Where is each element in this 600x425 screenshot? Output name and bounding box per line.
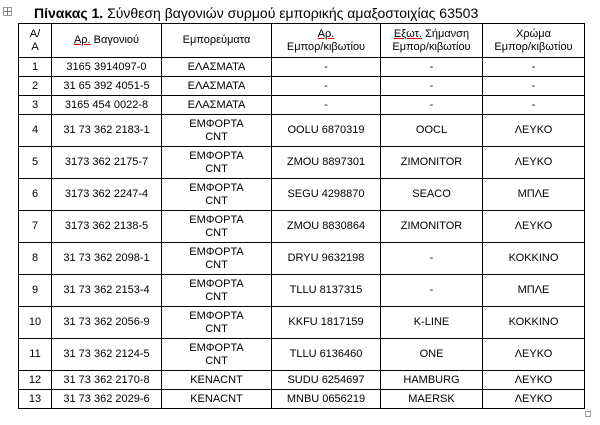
cell-container-number: TLLU 6136460: [272, 339, 381, 371]
cell-external-marking: -: [381, 77, 483, 96]
cell-goods: [162, 307, 272, 339]
cell-container-color: -: [483, 58, 585, 77]
header-container-number: Αρ. Εμπορ/κιβωτίου: [272, 24, 381, 58]
cell-goods: [162, 371, 272, 390]
cell-index: 7: [19, 211, 52, 243]
cell-wagon-number: 31 73 362 2124-5: [52, 339, 162, 371]
table-row: [19, 115, 585, 147]
table-row: [19, 307, 585, 339]
cell-wagon-number: 31 65 392 4051-5: [52, 77, 162, 96]
cell-external-marking: -: [381, 275, 483, 307]
goods-line: CNT: [205, 258, 228, 271]
goods-line: KENACNT: [190, 373, 243, 386]
table-row: [19, 77, 585, 96]
cell-external-marking: MAERSK: [381, 390, 483, 409]
cell-external-marking: SEACO: [381, 179, 483, 211]
cell-external-marking: ZIMONITOR: [381, 211, 483, 243]
cell-container-number: TLLU 8137315: [272, 275, 381, 307]
cell-wagon-number: 3165 454 0022-8: [52, 96, 162, 115]
goods-line: CNT: [205, 290, 228, 303]
caption-text: Σύνθεση βαγονιών συρμού εμπορικής αμαξοστοιχίας 63503: [107, 5, 479, 21]
cell-index: 13: [19, 390, 52, 409]
table-row: [19, 211, 585, 243]
header-index: Α/ Α: [19, 24, 52, 58]
cell-container-color: ΛΕΥΚΟ: [483, 147, 585, 179]
table-caption: [34, 4, 478, 22]
table-row: [19, 275, 585, 307]
table-row: [19, 58, 585, 77]
header-row: [19, 24, 585, 58]
cell-index: 3: [19, 96, 52, 115]
cell-goods: [162, 211, 272, 243]
goods-line: KENACNT: [190, 392, 243, 405]
goods-line: CNT: [205, 226, 228, 239]
cell-container-number: ZMOU 8830864: [272, 211, 381, 243]
cell-index: 6: [19, 179, 52, 211]
table-move-handle-icon[interactable]: [3, 7, 12, 16]
goods-line: CNT: [205, 322, 228, 335]
cell-goods: [162, 77, 272, 96]
goods-line: ΕΜΦΟΡΤΑ: [189, 213, 244, 226]
goods-line: ΕΛΑΣΜΑΤΑ: [187, 98, 246, 111]
cell-container-number: SEGU 4298870: [272, 179, 381, 211]
cell-container-color: ΛΕΥΚΟ: [483, 211, 585, 243]
cell-index: 9: [19, 275, 52, 307]
cell-external-marking: -: [381, 96, 483, 115]
cell-wagon-number: 31 73 362 2056-9: [52, 307, 162, 339]
cell-container-number: KKFU 1817159: [272, 307, 381, 339]
cell-wagon-number: 31 73 362 2183-1: [52, 115, 162, 147]
cell-container-number: OOLU 6870319: [272, 115, 381, 147]
cell-goods: [162, 243, 272, 275]
cell-container-number: ZMOU 8897301: [272, 147, 381, 179]
cell-container-color: ΛΕΥΚΟ: [483, 115, 585, 147]
header-container-color: Χρώμα Εμπορ/κιβωτίου: [483, 24, 585, 58]
cell-external-marking: K-LINE: [381, 307, 483, 339]
cell-index: 11: [19, 339, 52, 371]
cell-wagon-number: 3165 3914097-0: [52, 58, 162, 77]
cell-external-marking: ZIMONITOR: [381, 147, 483, 179]
goods-line: CNT: [205, 354, 228, 367]
cell-goods: [162, 179, 272, 211]
cell-container-number: DRYU 9632198: [272, 243, 381, 275]
goods-line: CNT: [205, 162, 228, 175]
cell-index: 12: [19, 371, 52, 390]
cell-index: 10: [19, 307, 52, 339]
header-wagon-number: Αρ. Βαγονιού: [52, 24, 162, 58]
goods-line: ΕΜΦΟΡΤΑ: [189, 181, 244, 194]
goods-line: CNT: [205, 194, 228, 207]
header-external-marking: Εξωτ. Σήμανση Εμπορ/κιβωτίου: [381, 24, 483, 58]
cell-container-color: -: [483, 77, 585, 96]
table-row: [19, 339, 585, 371]
cell-wagon-number: 3173 362 2247-4: [52, 179, 162, 211]
cell-goods: [162, 115, 272, 147]
cell-container-number: -: [272, 58, 381, 77]
goods-line: ΕΜΦΟΡΤΑ: [189, 277, 244, 290]
table-body: [19, 58, 585, 409]
table-row: [19, 96, 585, 115]
table-row: [19, 390, 585, 409]
cell-container-color: ΛΕΥΚΟ: [483, 371, 585, 390]
cell-container-number: -: [272, 77, 381, 96]
table-row: [19, 243, 585, 275]
cell-wagon-number: 31 73 362 2098-1: [52, 243, 162, 275]
cell-goods: [162, 147, 272, 179]
cell-external-marking: -: [381, 58, 483, 77]
cell-index: 2: [19, 77, 52, 96]
cell-goods: [162, 58, 272, 77]
cell-external-marking: ONE: [381, 339, 483, 371]
cell-container-color: ΛΕΥΚΟ: [483, 390, 585, 409]
table-resize-handle-icon[interactable]: [585, 411, 591, 417]
wagon-composition-table: [18, 23, 585, 409]
header-goods: Εμπορεύματα: [162, 24, 272, 58]
goods-line: ΕΜΦΟΡΤΑ: [189, 245, 244, 258]
cell-external-marking: -: [381, 243, 483, 275]
cell-goods: [162, 275, 272, 307]
cell-container-color: ΜΠΛΕ: [483, 179, 585, 211]
cell-goods: [162, 390, 272, 409]
goods-line: ΕΜΦΟΡΤΑ: [189, 309, 244, 322]
cell-wagon-number: 3173 362 2138-5: [52, 211, 162, 243]
cell-container-color: ΛΕΥΚΟ: [483, 339, 585, 371]
goods-line: ΕΜΦΟΡΤΑ: [189, 149, 244, 162]
cell-container-color: ΚΟΚΚΙΝΟ: [483, 243, 585, 275]
table-row: [19, 147, 585, 179]
table-row: [19, 179, 585, 211]
goods-line: ΕΜΦΟΡΤΑ: [189, 117, 244, 130]
cell-container-color: -: [483, 96, 585, 115]
cell-external-marking: OOCL: [381, 115, 483, 147]
cell-wagon-number: 31 73 362 2153-4: [52, 275, 162, 307]
cell-container-color: ΜΠΛΕ: [483, 275, 585, 307]
cell-index: 8: [19, 243, 52, 275]
cell-container-number: SUDU 6254697: [272, 371, 381, 390]
cell-wagon-number: 31 73 362 2029-6: [52, 390, 162, 409]
cell-container-number: MNBU 0656219: [272, 390, 381, 409]
cell-container-color: ΚΟΚΚΙΝΟ: [483, 307, 585, 339]
cell-goods: [162, 96, 272, 115]
cell-wagon-number: 3173 362 2175-7: [52, 147, 162, 179]
cell-index: 1: [19, 58, 52, 77]
caption-label: Πίνακας 1.: [34, 5, 104, 21]
goods-line: CNT: [205, 130, 228, 143]
cell-goods: [162, 339, 272, 371]
cell-index: 4: [19, 115, 52, 147]
goods-line: ΕΛΑΣΜΑΤΑ: [187, 79, 246, 92]
cell-container-number: -: [272, 96, 381, 115]
cell-external-marking: HAMBURG: [381, 371, 483, 390]
cell-wagon-number: 31 73 362 2170-8: [52, 371, 162, 390]
goods-line: ΕΛΑΣΜΑΤΑ: [187, 60, 246, 73]
cell-index: 5: [19, 147, 52, 179]
table-row: [19, 371, 585, 390]
goods-line: ΕΜΦΟΡΤΑ: [189, 341, 244, 354]
